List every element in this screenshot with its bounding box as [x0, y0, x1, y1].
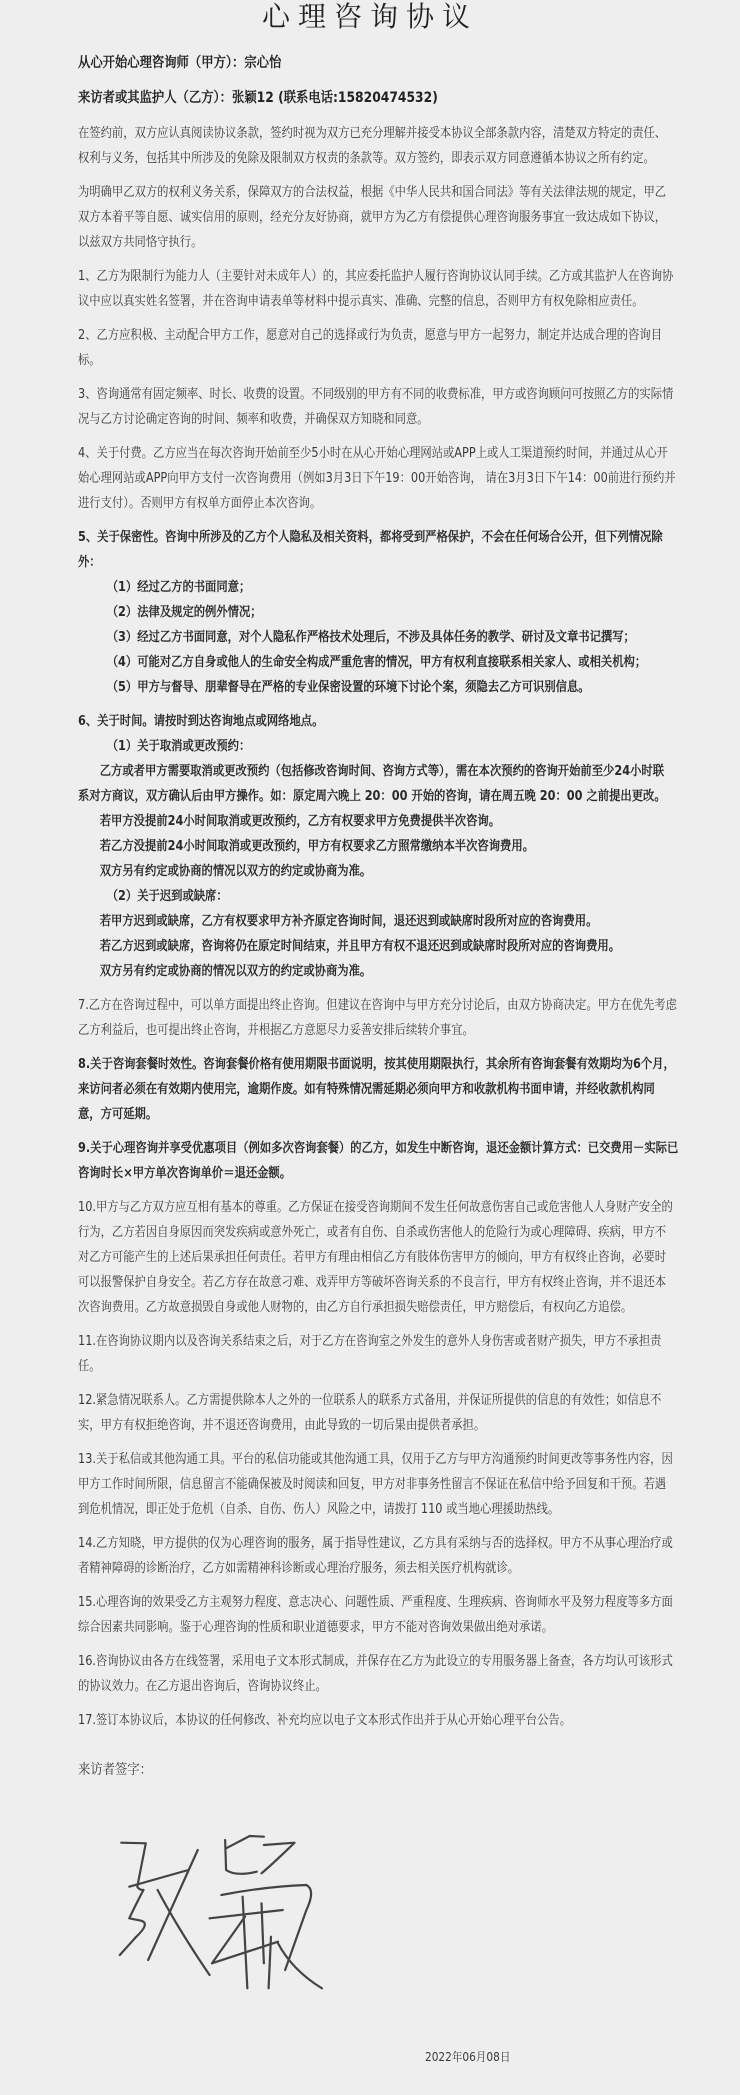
text-line: 到危机情况，即正处于危机（自杀、自伤、伤人）风险之中，请拨打 110 或当地心理援助热线。 [78, 1502, 560, 1517]
text-line: 17.签订本协议后，本协议的任何修改、补充均应以电子文本形式作出并于从心开始心理平台公告。 [78, 1713, 572, 1728]
party-b: 来访者或其监护人（乙方）：张颖12 (联系电话:15820474532) [78, 90, 438, 106]
text-line: 可以报警保护自身安全。若乙方存在故意刁难、戏弄甲方等破坏咨询关系的不良言行，甲方有权终止咨询，并不退还本 [78, 1275, 667, 1290]
clause-paragraph [78, 264, 678, 314]
text-line: 的协议效力。在乙方退出咨询后，咨询协议终止。 [78, 1679, 327, 1694]
clause-paragraph [78, 709, 678, 984]
text-line: 来访问者必须在有效期内使用完，逾期作废。如有特殊情况需延期必须向甲方和收款机构书面申请，并经收款机构同 [78, 1082, 655, 1097]
clause-paragraph [78, 382, 678, 432]
text-line: 5、关于保密性。咨询中所涉及的乙方个人隐私及相关资料，都将受到严格保护，不会在任何场合公开，但下列情况除 [78, 530, 663, 545]
clause-paragraph [78, 1590, 678, 1640]
text-line: 为明确甲乙双方的权利义务关系，保障双方的合法权益，根据《中华人民共和国合同法》等有关法律法规的规定，甲乙 [78, 185, 667, 200]
text-line: 8.关于咨询套餐时效性。咨询套餐价格有使用期限书面说明，按其使用期限执行，其余所有咨询套餐有效期均为6个月， [78, 1057, 675, 1072]
text-line: 若甲方没提前24小时间取消或更改预约，乙方有权要求甲方免费提供半次咨询。 [99, 814, 501, 829]
clause-paragraph [78, 1388, 678, 1438]
text-line: 2、乙方应积极、主动配合甲方工作，愿意对自己的选择或行为负责，愿意与甲方一起努力，制定并达成合理的咨询目 [78, 328, 663, 343]
text-line: （3）经过乙方书面同意，对个人隐私作严格技术处理后，不涉及具体任务的教学、研讨及文章书记撰写； [106, 630, 635, 645]
text-line: 6、关于时间。请按时到达咨询地点或网络地点。 [78, 714, 324, 729]
clause-paragraph [78, 1531, 678, 1581]
text-line: 若乙方迟到或缺席，咨询将仍在原定时间结束，并且甲方有权不退还迟到或缺席时段所对应的咨询费用。 [99, 939, 621, 954]
text-line: 意，方可延期。 [78, 1107, 158, 1122]
text-line: 若乙方没提前24小时间取消或更改预约，甲方有权要求乙方照常缴纳本半次咨询费用。 [99, 839, 534, 854]
text-line: 行为，乙方若因自身原因而突发疾病或意外死亡，或者有自伤、自杀或伤害他人的危险行为或心理障碍、疾病，甲方不 [78, 1225, 667, 1240]
text-line: 外： [78, 555, 101, 570]
document-title: 心理咨询协议 [261, 0, 478, 33]
clause-paragraph [78, 121, 678, 171]
text-line: 双方另有约定或协商的情况以双方的约定或协商为准。 [99, 964, 372, 979]
clause-paragraph [78, 1052, 678, 1127]
text-line: 综合因素共同影响。鉴于心理咨询的性质和职业道德要求，甲方不能对咨询效果做出绝对承诺。 [78, 1620, 554, 1635]
text-line: 11.在咨询协议期内以及咨询关系结束之后，对于乙方在咨询室之外发生的意外人身伤害或者财产损失，甲方不承担责 [78, 1334, 662, 1349]
text-line: 咨询时长×甲方单次咨询单价＝退还金额。 [78, 1166, 292, 1181]
clause-paragraph [78, 323, 678, 373]
text-line: 以兹双方共同恪守执行。 [78, 235, 203, 250]
text-line: （2）法律及规定的例外情况； [106, 605, 262, 620]
clause-paragraph [78, 1195, 678, 1320]
text-line: 议中应以真实姓名签署，并在咨询申请表单等材料中提示真实、准确、完整的信息，否则甲方有权免除相应责任。 [78, 294, 644, 309]
text-line: 进行支付）。否则甲方有权单方面停止本次咨询。 [78, 496, 322, 511]
clause-paragraph [78, 441, 678, 516]
text-line: 在签约前，双方应认真阅读协议条款，签约时视为双方已充分理解并接受本协议全部条款内容，清楚双方特定的责任、 [78, 126, 667, 141]
text-line: 系对方商议，双方确认后由甲方操作。如：原定周六晚上 20：00 开始的咨询，请在周五晚 20：00 之前提出更改。 [78, 789, 666, 804]
agreement-body [78, 121, 678, 1742]
text-line: （5）甲方与督导、朋辈督导在严格的专业保密设置的环境下讨论个案，须隐去乙方可识别信息。 [106, 680, 590, 695]
clause-paragraph [78, 1708, 678, 1733]
signature-label: 来访者签字： [78, 1762, 152, 1778]
text-line: （1）关于取消或更改预约： [106, 739, 251, 754]
clause-paragraph [78, 1329, 678, 1379]
text-line: 13.关于私信或其他沟通工具。平台的私信功能或其他沟通工具，仅用于乙方与甲方沟通预约时间更改等事务性内容，因 [78, 1452, 673, 1467]
handwritten-signature [108, 1830, 330, 1990]
text-line: 始心理网站或APP向甲方支付一次咨询费用（例如3月3日下午19：00开始咨询， 请在3月3日下午14：00前进行预约并 [78, 471, 676, 486]
text-line: 次咨询费用。乙方故意损毁自身或他人财物的，由乙方自行承担损失赔偿责任，甲方赔偿后，有权向乙方追偿。 [78, 1300, 633, 1315]
text-line: 权利与义务，包括其中所涉及的免除及限制双方权责的条款等。双方签约，即表示双方同意遵循本协议之所有约定。 [78, 151, 655, 166]
text-line: 乙方或者甲方需要取消或更改预约（包括修改咨询时间、咨询方式等），需在本次预约的咨询开始前至少24小时联 [99, 764, 665, 779]
text-line: 9.关于心理咨询并享受优惠项目（例如多次咨询套餐）的乙方，如发生中断咨询，退还金额计算方式：已交费用－实际已 [78, 1141, 679, 1156]
text-line: （2）关于迟到或缺席： [106, 889, 228, 904]
clause-paragraph [78, 1649, 678, 1699]
text-line: 况与乙方讨论确定咨询的时间、频率和收费，并确保双方知晓和同意。 [78, 412, 429, 427]
text-line: 1、乙方为限制行为能力人（主要针对未成年人）的，其应委托监护人履行咨询协议认同手续。乙方或其监护人在咨询协 [78, 269, 674, 284]
text-line: 双方本着平等自愿、诚实信用的原则，经充分友好协商，就甲方为乙方有偿提供心理咨询服务事宜一致达成如下协议， [78, 210, 667, 225]
clause-paragraph [78, 525, 678, 700]
text-line: 3、咨询通常有固定频率、时长、收费的设置。不同级别的甲方有不同的收费标准，甲方或咨询顾问可按照乙方的实际情 [78, 387, 674, 402]
text-line: 实，甲方有权拒绝咨询，并不退还咨询费用，由此导致的一切后果由提供者承担。 [78, 1418, 486, 1433]
text-line: 对乙方可能产生的上述后果承担任何责任。若甲方有理由相信乙方有肢体伤害甲方的倾向，甲方有权终止咨询，必要时 [78, 1250, 667, 1265]
clause-paragraph [78, 1447, 678, 1522]
text-line: 14.乙方知晓，甲方提供的仅为心理咨询的服务，属于指导性建议，乙方具有采纳与否的选择权。甲方不从事心理治疗或 [78, 1536, 673, 1551]
clause-paragraph [78, 1136, 678, 1186]
text-line: 若甲方迟到或缺席，乙方有权要求甲方补齐原定咨询时间，退还迟到或缺席时段所对应的咨询费用。 [99, 914, 598, 929]
text-line: 乙方利益后，也可提出终止咨询，并根据乙方意愿尽力妥善安排后续转介事宜。 [78, 1023, 474, 1038]
text-line: 甲方工作时间所限，信息留言不能确保被及时阅读和回复，甲方对非事务性留言不保证在私信中给予回复和干预。若遇 [78, 1477, 667, 1492]
text-line: 16.咨询协议由各方在线签署，采用电子文本形式制成，并保存在乙方为此设立的专用服务器上备查，各方均认可该形式 [78, 1654, 673, 1669]
text-line: 者精神障碍的诊断治疗，乙方如需精神科诊断或心理治疗服务，须去相关医疗机构就诊。 [78, 1561, 520, 1576]
text-line: 10.甲方与乙方双方应互相有基本的尊重。乙方保证在接受咨询期间不发生任何故意伤害自己或危害他人人身财产安全的 [78, 1200, 673, 1215]
text-line: 任。 [78, 1359, 101, 1374]
text-line: 4、关于付费。乙方应当在每次咨询开始前至少5小时在从心开始心理网站或APP上或人工渠道预约时间，并通过从心开 [78, 446, 668, 461]
party-a: 从心开始心理咨询师（甲方）：宗心怡 [78, 55, 282, 71]
text-line: 标。 [78, 353, 101, 368]
text-line: 15.心理咨询的效果受乙方主观努力程度、意志决心、问题性质、严重程度、生理疾病、咨询师水平及努力程度等多方面 [78, 1595, 673, 1610]
text-line: （4）可能对乙方自身或他人的生命安全构成严重危害的情况，甲方有权利直接联系相关家人、或相关机构； [106, 655, 647, 670]
signing-date: 2022年06月08日 [425, 2050, 511, 2064]
text-line: 12.紧急情况联系人。乙方需提供除本人之外的一位联系人的联系方式备用，并保证所提供的信息的有效性；如信息不 [78, 1393, 662, 1408]
clause-paragraph [78, 993, 678, 1043]
text-line: 双方另有约定或协商的情况以双方的约定或协商为准。 [99, 864, 372, 879]
text-line: 7.乙方在咨询过程中，可以单方面提出终止咨询。但建议在咨询中与甲方充分讨论后，由双方协商决定。甲方在优先考虑 [78, 998, 677, 1013]
clause-paragraph [78, 180, 678, 255]
text-line: （1）经过乙方的书面同意； [106, 580, 251, 595]
